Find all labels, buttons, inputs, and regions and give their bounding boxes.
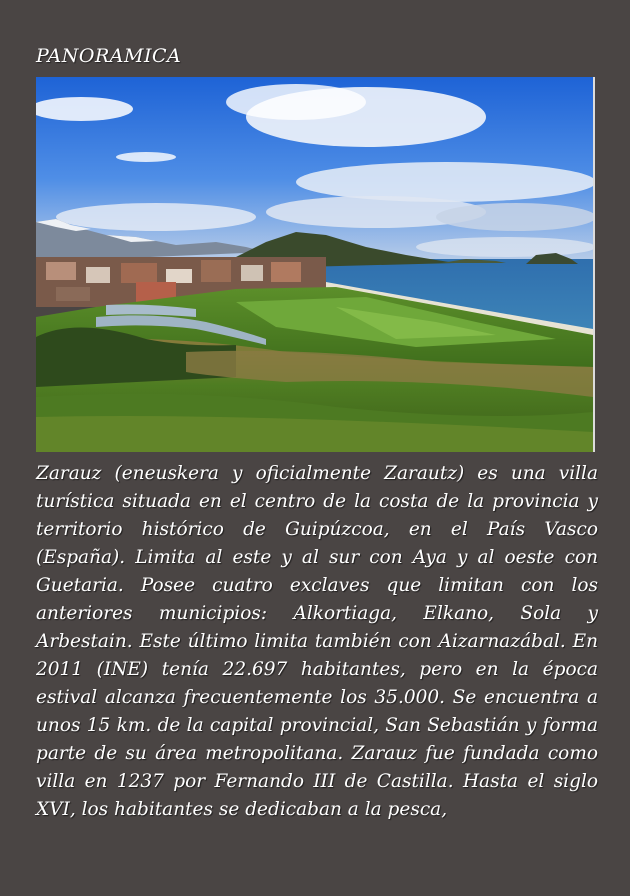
- panorama-illustration: [36, 77, 593, 452]
- body-paragraph: Zarauz (eneuskera y oficialmente Zarautz) es una villa turística situada en el centro de la costa de la provincia y territorio histórico de Guipúzcoa, en el País Vasco (España). Limita al este y al sur con Aya y al oeste con Guetaria. Posee cuatro exclaves que limitan con los anteriores municipios: Alkortiaga, Elkano, Sola y Arbestain. Este último limita también con Aizarnazábal. En 2011 (INE) tenía 22.697 habitantes, pero en la época estival alcanza frecuentemente los 35.000. Se encuentra a unos 15 km. de la capital provincial, San Sebastián y forma parte de su área metropolitana. Zarauz fue fundada como villa en 1237 por Fernando III de Castilla. Hasta el siglo XVI, los habitantes se dedicaban a la pesca,: [36, 463, 598, 820]
- panorama-photo: [36, 77, 595, 452]
- page-title: PANORAMICA: [36, 45, 182, 67]
